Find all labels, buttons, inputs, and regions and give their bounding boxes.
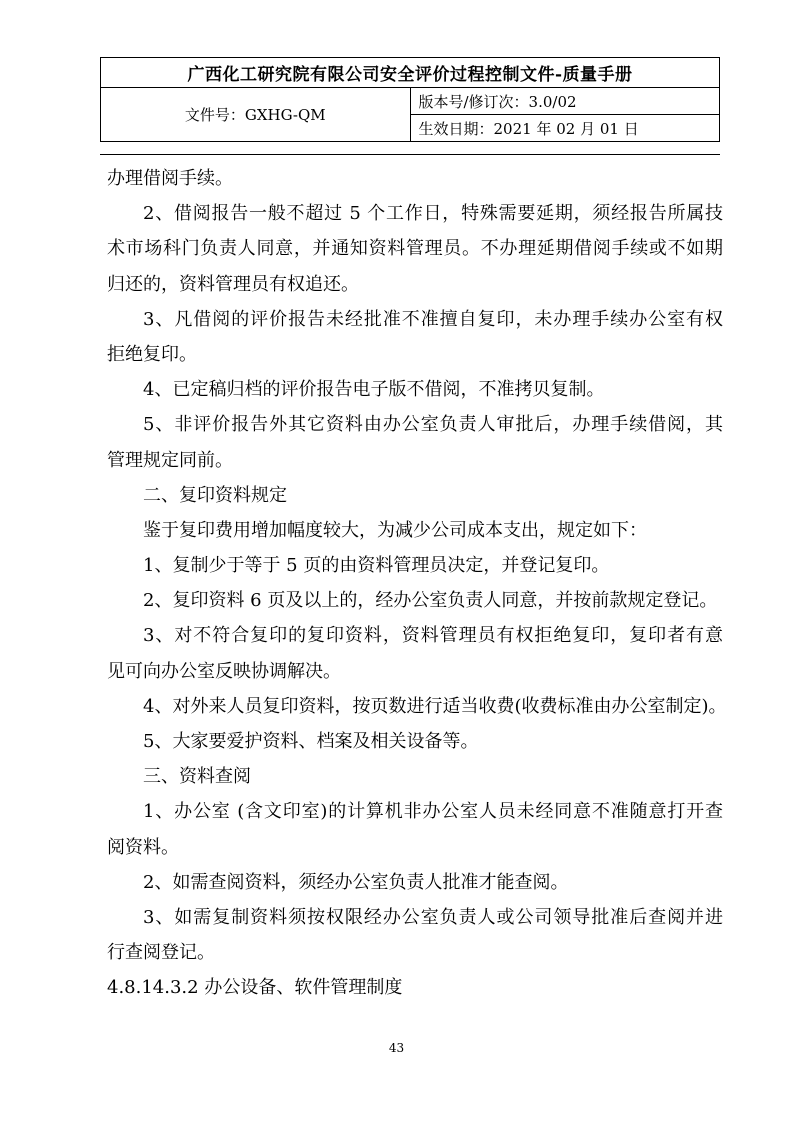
paragraph-line: 阅资料。 xyxy=(107,836,179,858)
version-number: 版本号/修订次：3.0/02 xyxy=(410,88,720,115)
header-divider xyxy=(100,154,720,155)
paragraph-line: 术市场科门负责人同意，并通知资料管理员。不办理延期借阅手续或不如期 xyxy=(107,238,723,260)
header-table xyxy=(100,57,720,142)
paragraph-line: 3、对不符合复印的复印资料，资料管理员有权拒绝复印，复印者有意 xyxy=(143,625,723,647)
document-number: 文件号：GXHG-QM xyxy=(101,88,411,142)
paragraph-line: 3、凡借阅的评价报告未经批准不准擅自复印，未办理手续办公室有权 xyxy=(143,308,723,330)
document-title: 广西化工研究院有限公司安全评价过程控制文件-质量手册 xyxy=(101,58,720,88)
paragraph-line: 4、已定稿归档的评价报告电子版不借阅，不准拷贝复制。 xyxy=(143,379,605,401)
paragraph-line: 鉴于复印费用增加幅度较大，为减少公司成本支出，规定如下： xyxy=(143,519,647,541)
page-number: 43 xyxy=(388,1041,405,1055)
section-heading: 三、资料查阅 xyxy=(143,766,251,788)
paragraph-line: 4、对外来人员复印资料，按页数进行适当收费(收费标准由办公室制定)。 xyxy=(143,695,727,717)
paragraph-line: 行查阅登记。 xyxy=(107,942,215,964)
subsection-heading: 4.8.14.3.2 办公设备、软件管理制度 xyxy=(107,977,403,999)
paragraph-line: 管理规定同前。 xyxy=(107,449,233,471)
paragraph-line: 5、大家要爱护资料、档案及相关设备等。 xyxy=(143,731,479,752)
paragraph-line: 1、复制少于等于 5 页的由资料管理员决定，并登记复印。 xyxy=(143,555,610,577)
section-heading: 二、复印资料规定 xyxy=(143,484,287,506)
effective-date: 生效日期：2021 年 02 月 01 日 xyxy=(410,115,720,142)
paragraph-line: 2、借阅报告一般不超过 5 个工作日，特殊需要延期，须经报告所属技 xyxy=(143,203,723,225)
paragraph-line: 3、如需复制资料须按权限经办公室负责人或公司领导批准后查阅并进 xyxy=(143,906,723,928)
paragraph-line: 1、办公室 (含文印室)的计算机非办公室人员未经同意不准随意打开查 xyxy=(143,801,723,823)
paragraph-line: 拒绝复印。 xyxy=(107,343,197,365)
paragraph-line: 5、非评价报告外其它资料由办公室负责人审批后，办理手续借阅，其 xyxy=(143,414,723,436)
paragraph-line: 2、复印资料 6 页及以上的，经办公室负责人同意，并按前款规定登记。 xyxy=(143,590,718,612)
paragraph-line: 见可向办公室反映协调解决。 xyxy=(107,660,341,682)
paragraph-line: 2、如需查阅资料，须经办公室负责人批准才能查阅。 xyxy=(143,871,569,893)
paragraph-line: 归还的，资料管理员有权追还。 xyxy=(107,273,359,295)
body-text xyxy=(107,161,727,1006)
paragraph-line: 办理借阅手续。 xyxy=(107,168,233,189)
